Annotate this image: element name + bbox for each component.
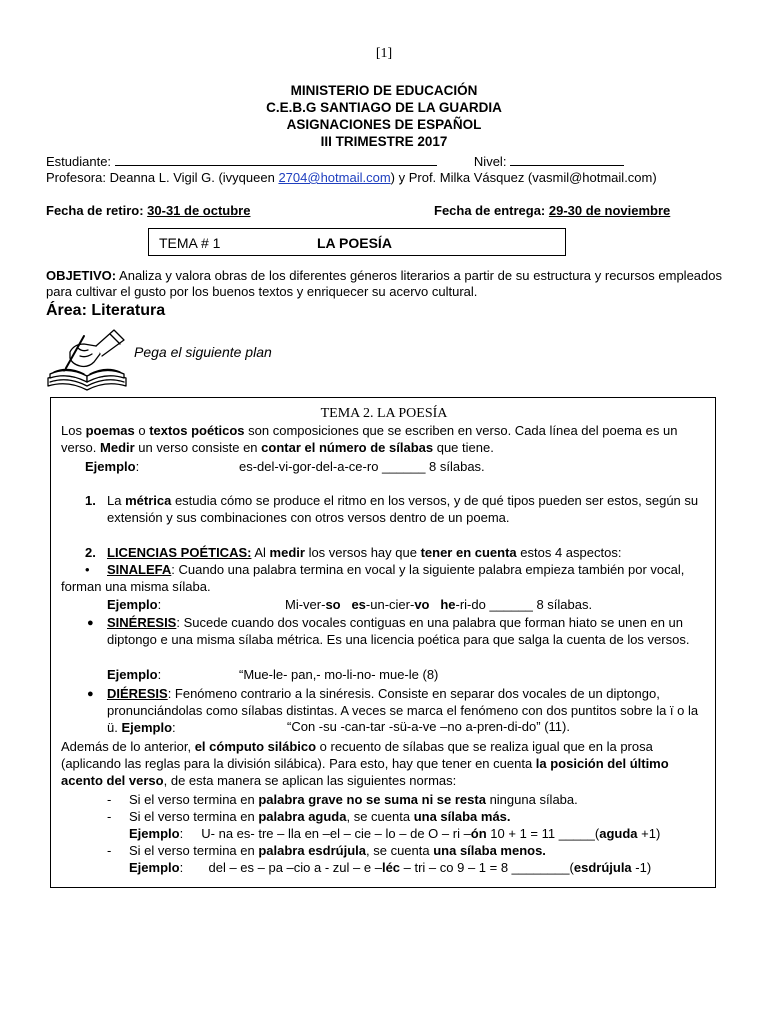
rule2-ex-d: aguda [599, 826, 638, 841]
tema-box [148, 228, 566, 256]
withdraw-date [46, 203, 250, 219]
intro-t3: son composiciones que se escriben en verso. Cada línea del poema es un verso. [61, 423, 678, 455]
item2-t1: Al [251, 545, 270, 560]
instruction-text: Pega el siguiente plan [134, 344, 272, 360]
example1-colon: : [135, 459, 140, 474]
item1-b1: métrica [125, 493, 172, 508]
rule3-b2: una sílaba menos. [433, 843, 546, 858]
withdraw-value: 30-31 de octubre [147, 203, 251, 218]
page-number: [1] [375, 46, 393, 61]
student-label: Estudiante: [46, 154, 112, 169]
rule3-ex-colon: : [179, 860, 184, 875]
computo-t2: o recuento de sílabas que se realiza igual que en la prosa (aplicando las reglas para la división silábica). Para esto, hay que tener en cuenta [61, 739, 653, 771]
writing-hand-icon [44, 322, 130, 396]
delivery-value: 29-30 de noviembre [548, 203, 671, 218]
withdraw-label: Fecha de retiro: [46, 203, 144, 218]
box-title: TEMA 2. LA POESÍA [320, 406, 448, 421]
tema-title: LA POESÍA [317, 235, 392, 251]
teacher-email-link[interactable]: 2704@hotmail.com [278, 170, 391, 185]
item1-t1: La [107, 493, 126, 508]
header-trimester: III TRIMESTRE 2017 [320, 134, 448, 149]
student-line [46, 153, 624, 170]
delivery-date [434, 203, 670, 219]
objective-text: Analiza y valora obras de los diferentes géneros literarios a partir de su estructura y recursos empleados para cultivar el gusto por los buenos textos y enriquecer su acervo cultural. [46, 268, 722, 299]
rule2-example [129, 826, 660, 842]
sineresis-ex-colon: : [157, 667, 162, 682]
area-heading: Área: Literatura [46, 302, 166, 319]
sinalefa-term: SINALEFA [107, 562, 172, 577]
sinalefa-ex-c: es [351, 597, 366, 612]
sinalefa-example [285, 597, 592, 613]
rule3-ex-a: del – es – pa –cio a - zul – e – [208, 860, 382, 875]
sinalefa-ex-g: -ri-do ______ 8 sílabas. [455, 597, 593, 612]
intro-b3: Medir [100, 440, 135, 455]
sinalefa-ex-b: so [325, 597, 341, 612]
sineresis-example-label [107, 667, 161, 683]
teacher-suffix: ) y Prof. Milka Vásquez (vasmil@hotmail.com) [390, 170, 657, 185]
rule3-ex-c: – tri – co 9 – 1 = 8 ________( [400, 860, 574, 875]
sineresis-term: SINÉRESIS [107, 615, 177, 630]
rule3-t1: Si el verso termina en [129, 843, 259, 858]
level-label: Nivel: [473, 154, 507, 169]
rule2-ex-e: +1) [637, 826, 661, 841]
rule3-b1: palabra esdrújula [258, 843, 366, 858]
rule2-dash: - [107, 809, 112, 824]
rule2-ex-c: 10 + 1 = 11 _____( [486, 826, 600, 841]
rule3-text [129, 843, 546, 859]
rule2-ex-colon: : [179, 826, 184, 841]
header-ministry: MINISTERIO DE EDUCACIÓN [290, 83, 478, 98]
objective-label: OBJETIVO: [46, 268, 117, 283]
rule2-ex-b: ón [470, 826, 487, 841]
rule3-ex-label: Ejemplo [129, 860, 180, 875]
content-box [50, 397, 716, 888]
rule2-t1: Si el verso termina en [129, 809, 259, 824]
intro-t2: o [134, 423, 150, 438]
item2-t2: los versos hay que [304, 545, 421, 560]
level-blank[interactable] [510, 153, 624, 166]
item2-b2: tener en cuenta [420, 545, 517, 560]
item2-title: LICENCIAS POÉTICAS: [107, 545, 252, 560]
rule3-ex-d: esdrújula [573, 860, 632, 875]
item2-t3: estos 4 aspectos: [516, 545, 622, 560]
rule2-text [129, 809, 511, 825]
intro-t1: Los [61, 423, 86, 438]
rule1-t2: ninguna sílaba. [485, 792, 578, 807]
sineresis-text [107, 614, 707, 648]
rule1-b1: palabra grave no se suma ni se resta [258, 792, 486, 807]
student-name-blank[interactable] [115, 153, 437, 166]
header-assignments: ASIGNACIONES DE ESPAÑOL [286, 117, 482, 132]
dieresis-ex-label: Ejemplo [121, 720, 173, 735]
rule1-text [129, 792, 578, 808]
sinalefa-ex-colon: : [157, 597, 162, 612]
intro-t4: un verso consiste en [134, 440, 262, 455]
computo-b2: la posición del último acento del verso [61, 756, 669, 788]
rule2-t2: , se cuenta [346, 809, 414, 824]
sinalefa-ex-f: he [440, 597, 456, 612]
rule2-b2: una sílaba más. [413, 809, 511, 824]
intro-b1: poemas [85, 423, 135, 438]
intro-b4: contar el número de sílabas [261, 440, 434, 455]
rule3-example [129, 860, 651, 876]
sinalefa-ex-e: vo [414, 597, 430, 612]
example1-text: es-del-vi-gor-del-a-ce-ro ______ 8 sílabas. [239, 459, 485, 474]
delivery-label: Fecha de entrega: [434, 203, 546, 218]
sinalefa-text [61, 561, 705, 595]
rule2-ex-label: Ejemplo [129, 826, 180, 841]
item2-b1: medir [269, 545, 305, 560]
rule3-ex-e: -1) [631, 860, 652, 875]
sineresis-example: “Mue-le- pan,- mo-li-no- mue-le (8) [239, 667, 439, 682]
sinalefa-bullet: • [85, 562, 90, 577]
intro-b2: textos poéticos [149, 423, 245, 438]
item2-number: 2. [85, 545, 96, 560]
rule3-t2: , se cuenta [366, 843, 434, 858]
sinalefa-ex-label: Ejemplo [107, 597, 158, 612]
dieresis-term: DIÉRESIS [107, 686, 168, 701]
dieresis-ex-colon: : [172, 720, 176, 735]
intro-t5: que tiene. [433, 440, 494, 455]
sineresis-description: : Sucede cuando dos vocales contiguas en una palabra que forman hiato se unen en un diptongo e una misma sílaba métrica. Es una licencia poética para que salga la cuenta de los versos. [107, 615, 690, 647]
objective [46, 268, 722, 300]
dieresis-bullet: ● [87, 688, 94, 700]
item1-t2: estudia cómo se produce el ritmo en los versos, y de qué tipos pueden ser estos, según su extensión y sus combinaciones con otros versos dentro de un poema. [107, 493, 699, 525]
teacher-prefix: Profesora: Deanna L. Vigil G. (ivyqueen [46, 170, 279, 185]
rule1-dash: - [107, 792, 112, 807]
dieresis-description: : Fenómeno contrario a la sinéresis. Consiste en separar dos vocales de un diptongo, pronunciándolas como sílabas distintas. A veces se marca el fenómeno con dos puntitos sobre la ï o la ü. [107, 686, 699, 735]
rule2-b1: palabra aguda [258, 809, 347, 824]
computo-b1: el cómputo silábico [194, 739, 317, 754]
sineresis-bullet: ● [87, 617, 94, 629]
example1-label: Ejemplo [85, 459, 136, 474]
sinalefa-ex-a: Mi-ver- [285, 597, 326, 612]
sinalefa-example-label [107, 597, 161, 613]
sinalefa-description: : Cuando una palabra termina en vocal y la siguiente palabra empieza también por vocal, forman una misma sílaba. [61, 562, 685, 594]
intro-paragraph [61, 422, 709, 456]
teacher-line [46, 170, 657, 186]
rule3-dash: - [107, 843, 112, 858]
tema-number: TEMA # 1 [159, 235, 221, 251]
item2-text [107, 545, 621, 561]
item1-number: 1. [85, 493, 96, 508]
rule3-ex-b: léc [381, 860, 401, 875]
rule2-ex-a: U- na es- tre – lla en –el – cie – lo – de O – ri – [201, 826, 471, 841]
sinalefa-ex-d: -un-cier- [365, 597, 415, 612]
computo-t1: Además de lo anterior, [61, 739, 195, 754]
sineresis-ex-label: Ejemplo [107, 667, 158, 682]
example1 [85, 459, 139, 475]
computo-t3: , de esta manera se aplican las siguientes normas: [163, 773, 457, 788]
rule1-t1: Si el verso termina en [129, 792, 259, 807]
item1-text [107, 492, 707, 526]
computo-paragraph [61, 738, 709, 789]
dieresis-example: “Con -su -can-tar -sü-a-ve –no a-pren-di-do” (11). [283, 719, 570, 735]
header-school: C.E.B.G SANTIAGO DE LA GUARDIA [266, 100, 502, 115]
